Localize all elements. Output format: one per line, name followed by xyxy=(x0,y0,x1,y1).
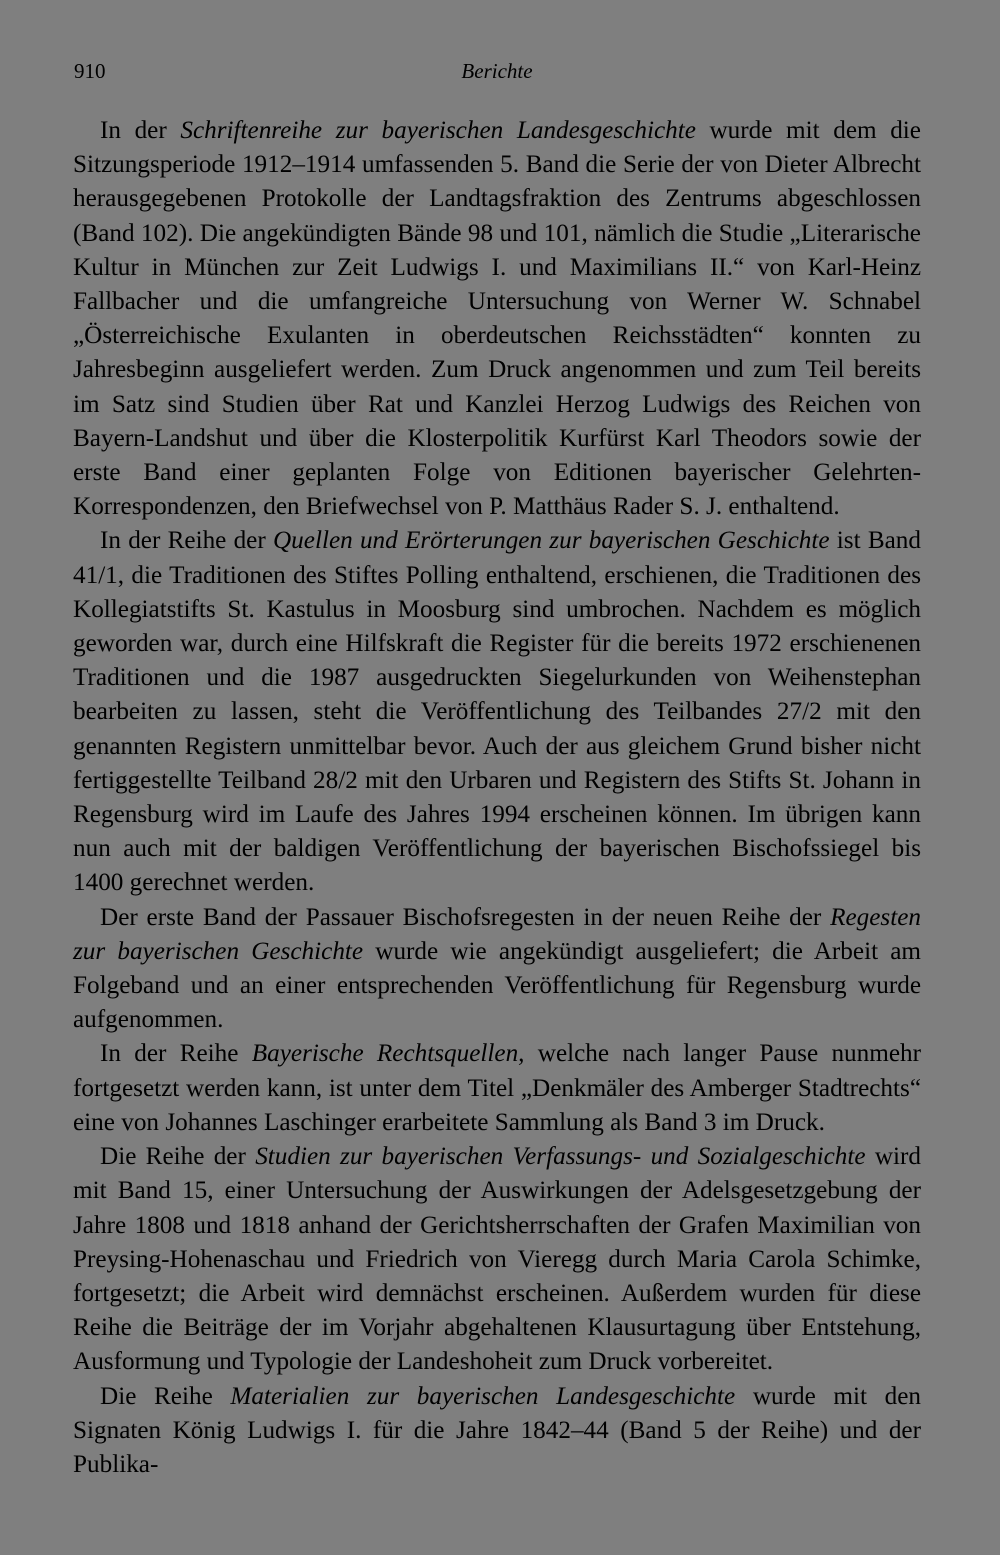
series-title: Bayerische Rechtsquellen, xyxy=(251,1040,525,1068)
text-segment: wurde wie angekündigt ausgeliefert; die Arbeit am Folgeband und an einer entsprechenden Veröffentlichung für Regensburg wurde aufgenommen. xyxy=(73,937,921,1034)
paragraph xyxy=(73,524,921,900)
text-segment: wurde mit dem die Sitzungsperiode 1912–1914 umfassenden 5. Band die Serie der von Dieter Albrecht herausgegebenen Protokolle der Landtagsfraktion des Zentrums abgeschlossen (Band 102). Die angekündigten Bände 98 und 101, nämlich die Studie „Literarische Kultur in München zur Zeit Ludwigs I. und Maximilians II.“ von Karl-Heinz Fallbacher und die umfangreiche Untersuchung von Werner W. Schnabel „Österreichische Exulanten in oberdeutschen Reichsstädten“ konnten zu Jahresbeginn ausgeliefert werden. Zum Druck angenommen und zum Teil bereits im Satz sind Studien über Rat und Kanzlei Herzog Ludwigs des Reichen von Bayern-Landshut und über die Klosterpolitik Kurfürst Karl Theodors sowie der erste Band einer geplanten Folge von Editionen bayerischer Gelehrten-Korrespondenzen, den Briefwechsel von P. Matthäus Rader S. J. enthaltend. xyxy=(73,117,921,521)
text-segment: welche nach langer Pause nunmehr fortgesetzt werden kann, ist unter dem Titel „Denkmäler des Amberger Stadtrechts“ eine von Johannes Laschinger erarbeitete Sammlung als Band 3 im Druck. xyxy=(73,1040,921,1136)
paragraph xyxy=(73,1140,921,1379)
series-title: Studien zur bayerischen Verfassungs- und Sozialgeschichte xyxy=(255,1143,866,1171)
text-segment: ist Band 41/1, die Traditionen des Stiftes Polling enthaltend, erschienen, die Traditionen des Kollegiatstifts St. Kastulus in Moosburg sind umbrochen. Nachdem es möglich geworden war, durch eine Hilfskraft die Register für die bereits 1972 erschienenen Traditionen und die 1987 ausgedruckten Siegelurkunden von Weihenstephan bearbeiten zu lassen, steht die Veröffentlichung des Teilbandes 27/2 mit den genannten Registern unmittelbar bevor. Auch der aus gleichem Grund bisher nicht fertiggestellte Teilband 28/2 mit den Urbaren und Registern des Stifts St. Johann in Regensburg wird im Laufe des Jahres 1994 erscheinen können. Im übrigen kann nun auch mit der baldigen Veröffentlichung der bayerischen Bischofssiegel bis 1400 gerechnet werden. xyxy=(73,527,921,897)
text-segment: Der erste Band der Passauer Bischofsregesten in der neuen Reihe der xyxy=(100,903,831,931)
paragraph xyxy=(73,901,921,1038)
text-segment: wird mit Band 15, einer Untersuchung der Auswirkungen der Adelsgesetzgebung der Jahre 1808 und 1818 anhand der Gerichtsherrschaften der Grafen Maximilian von Preysing-Hohenaschau und Friedrich von Vieregg durch Maria Carola Schimke, fortgesetzt; die Arbeit wird demnächst erscheinen. Außerdem wurden für diese Reihe die Beiträge der im Vorjahr abgehaltenen Klausurtagung über Entstehung, Ausformung und Typologie der Landeshoheit zum Druck vorbereitet. xyxy=(73,1143,922,1376)
running-head: Berichte xyxy=(461,59,533,83)
text-segment: In der Reihe xyxy=(100,1040,252,1068)
page-number: 910 xyxy=(74,59,106,83)
paragraph xyxy=(73,114,921,524)
paragraph xyxy=(73,1037,921,1140)
series-title: Materialien zur bayerischen Landesgeschichte xyxy=(230,1382,736,1410)
body-text xyxy=(73,114,921,1482)
paragraph xyxy=(73,1380,921,1483)
series-title: Quellen und Erörterungen zur bayerischen Geschichte xyxy=(272,527,830,555)
text-segment: Die Reihe der xyxy=(100,1143,256,1171)
text-segment: In der xyxy=(100,117,181,144)
text-segment: In der Reihe der xyxy=(100,527,273,555)
page-header xyxy=(74,55,920,87)
series-title: Regesten zur bayerischen Geschichte xyxy=(73,903,921,965)
text-segment: wurde mit den Signaten König Ludwigs I. für die Jahre 1842–44 (Band 5 der Reihe) und der Publika- xyxy=(73,1382,922,1478)
series-title: Schriftenreihe zur bayerischen Landesgeschichte xyxy=(180,117,696,144)
text-segment: Die Reihe xyxy=(100,1382,231,1410)
